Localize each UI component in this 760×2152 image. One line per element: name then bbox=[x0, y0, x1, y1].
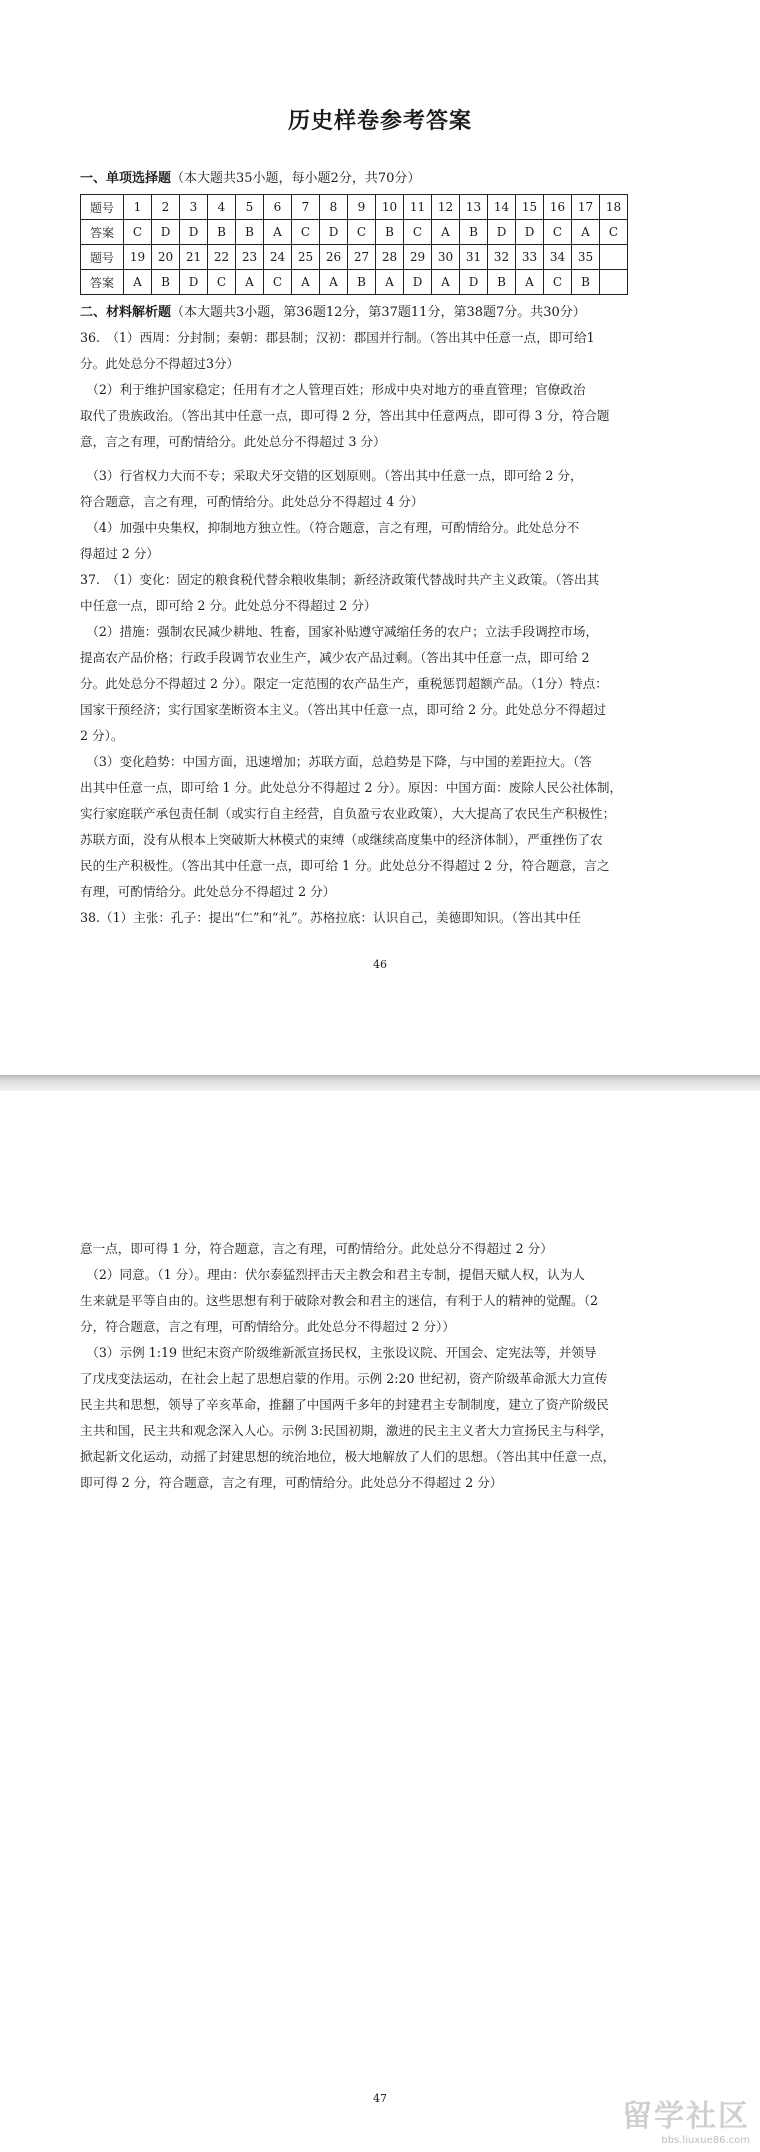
table-row-numbers bbox=[81, 195, 628, 220]
table-cell: 3 bbox=[180, 195, 208, 220]
table-cell: B bbox=[236, 220, 264, 245]
answer-line: 得超过 2 分） bbox=[80, 546, 159, 561]
table-cell: 19 bbox=[124, 245, 152, 270]
section-1-note: （本大题共35小题，每小题2分，共70分） bbox=[171, 171, 421, 186]
answer-line: 民主共和思想，领导了辛亥革命，推翻了中国两千多年的封建君主专制制度，建立了资产阶级民 bbox=[80, 1397, 609, 1412]
table-cell: 8 bbox=[320, 195, 348, 220]
table-cell: C bbox=[124, 220, 152, 245]
table-cell: B bbox=[460, 220, 488, 245]
table-cell: 32 bbox=[488, 245, 516, 270]
table-cell: B bbox=[152, 270, 180, 295]
table-cell: C bbox=[264, 270, 292, 295]
answer-line: 符合题意，言之有理，可酌情给分。此处总分不得超过 4 分） bbox=[80, 494, 424, 509]
table-cell: D bbox=[180, 270, 208, 295]
table-cell: 4 bbox=[208, 195, 236, 220]
page-number: 47 bbox=[373, 2092, 387, 2105]
table-cell: 9 bbox=[348, 195, 376, 220]
table-row-header: 题号 bbox=[81, 245, 124, 270]
table-cell: D bbox=[152, 220, 180, 245]
table-cell: B bbox=[208, 220, 236, 245]
table-cell: 21 bbox=[180, 245, 208, 270]
table-cell: 15 bbox=[516, 195, 544, 220]
table-cell: 16 bbox=[544, 195, 572, 220]
table-cell: B bbox=[488, 270, 516, 295]
table-cell: A bbox=[292, 270, 320, 295]
table-cell: A bbox=[432, 220, 460, 245]
table-cell: 23 bbox=[236, 245, 264, 270]
section-2-header bbox=[80, 304, 586, 322]
answer-line: 2 分）。 bbox=[80, 728, 124, 743]
answer-line bbox=[80, 455, 680, 463]
table-cell: C bbox=[544, 220, 572, 245]
table-cell bbox=[600, 270, 628, 295]
table-cell: A bbox=[236, 270, 264, 295]
table-cell: C bbox=[208, 270, 236, 295]
table-row-answers bbox=[81, 220, 628, 245]
answer-line: 了戊戌变法运动，在社会上起了思想启蒙的作用。示例 2:20 世纪初，资产阶级革命派大力宣传 bbox=[80, 1371, 608, 1386]
table-cell: D bbox=[516, 220, 544, 245]
table-cell: 25 bbox=[292, 245, 320, 270]
section-2-note: （本大题共3小题，第36题12分，第37题11分，第38题7分。共30分） bbox=[171, 305, 586, 320]
table-row-numbers bbox=[81, 245, 628, 270]
section-2-heading: 二、材料解析题 bbox=[80, 305, 172, 320]
table-cell: 35 bbox=[572, 245, 600, 270]
table-cell: C bbox=[404, 220, 432, 245]
answer-line: 分。此处总分不得超过 2 分）。限定一定范围的农产品生产，重税惩罚超额产品。（1分）特点： bbox=[80, 676, 608, 691]
table-cell: C bbox=[600, 220, 628, 245]
answer-line: （3）示例 1:19 世纪末资产阶级维新派宣扬民权，主张设议院、开国会、定宪法等，并领导 bbox=[80, 1345, 597, 1360]
table-cell: D bbox=[488, 220, 516, 245]
answer-line: 国家干预经济；实行国家垄断资本主义。（答出其中任意一点，即可给 2 分。此处总分不得超过 bbox=[80, 702, 607, 717]
table-cell: 33 bbox=[516, 245, 544, 270]
table-cell: C bbox=[544, 270, 572, 295]
answer-line: 意一点，即可得 1 分，符合题意，言之有理，可酌情给分。此处总分不得超过 2 分） bbox=[80, 1241, 553, 1256]
answer-line: 分。此处总分不得超过3分） bbox=[80, 356, 240, 371]
answer-line: （2）同意。（1 分）。理由：伏尔泰猛烈抨击天主教会和君主专制，提倡天赋人权，认为人 bbox=[80, 1267, 585, 1282]
answer-line: 有理，可酌情给分。此处总分不得超过 2 分） bbox=[80, 884, 336, 899]
table-row-header: 题号 bbox=[81, 195, 124, 220]
table-cell: 29 bbox=[404, 245, 432, 270]
answer-line: （2）措施：强制农民减少耕地、牲畜，国家补贴遵守减缩任务的农户；立法手段调控市场， bbox=[80, 624, 599, 639]
page-1 bbox=[0, 0, 760, 1075]
page-1-answers bbox=[80, 325, 680, 931]
table-cell bbox=[600, 245, 628, 270]
table-cell: 20 bbox=[152, 245, 180, 270]
table-cell: C bbox=[292, 220, 320, 245]
answer-line: 出其中任意一点，即可给 1 分。此处总分不得超过 2 分）。原因：中国方面：废除人民公社体制， bbox=[80, 780, 623, 795]
table-cell: 34 bbox=[544, 245, 572, 270]
table-cell: A bbox=[124, 270, 152, 295]
answer-line: 36. （1）西周：分封制；秦朝：郡县制；汉初：郡国并行制。（答出其中任意一点，即可给1 bbox=[80, 330, 595, 345]
watermark-logo bbox=[622, 2091, 750, 2146]
document-title: 历史样卷参考答案 bbox=[287, 109, 472, 134]
table-cell: 28 bbox=[376, 245, 404, 270]
table-cell: D bbox=[320, 220, 348, 245]
answer-line: 生来就是平等自由的。这些思想有利于破除对教会和君主的迷信，有利于人的精神的觉醒。（2 bbox=[80, 1293, 599, 1308]
page-number: 46 bbox=[373, 958, 387, 971]
answer-line: （2）利于维护国家稳定；任用有才之人管理百姓；形成中央对地方的垂直管理；官僚政治 bbox=[80, 382, 586, 397]
table-cell: A bbox=[264, 220, 292, 245]
table-cell: B bbox=[376, 220, 404, 245]
answer-table bbox=[80, 194, 628, 295]
table-cell: 18 bbox=[600, 195, 628, 220]
answer-line: 提高农产品价格；行政手段调节农业生产，减少农产品过剩。（答出其中任意一点，即可给 2 bbox=[80, 650, 590, 665]
section-1-heading: 一、单项选择题 bbox=[80, 171, 172, 186]
table-cell: 13 bbox=[460, 195, 488, 220]
page-separator bbox=[0, 1075, 760, 1091]
table-cell: 2 bbox=[152, 195, 180, 220]
page-2 bbox=[0, 1091, 760, 2152]
answer-line: 苏联方面，没有从根本上突破斯大林模式的束缚（或继续高度集中的经济体制），严重挫伤了农 bbox=[80, 832, 603, 847]
answer-line: 主共和国，民主共和观念深入人心。示例 3:民国初期，激进的民主主义者大力宣扬民主与科学， bbox=[80, 1423, 613, 1438]
answer-line: 意，言之有理，可酌情给分。此处总分不得超过 3 分） bbox=[80, 434, 386, 449]
answer-line: 即可得 2 分，符合题意，言之有理，可酌情给分。此处总分不得超过 2 分） bbox=[80, 1475, 503, 1490]
table-cell: 5 bbox=[236, 195, 264, 220]
answer-line: （3）行省权力大而不专；采取犬牙交错的区划原则。（答出其中任意一点，即可给 2 分， bbox=[80, 468, 583, 483]
table-cell: D bbox=[180, 220, 208, 245]
table-cell: 11 bbox=[404, 195, 432, 220]
table-cell: 1 bbox=[124, 195, 152, 220]
watermark-url: bbs.liuxue86.com bbox=[661, 2135, 750, 2146]
table-cell: 17 bbox=[572, 195, 600, 220]
table-cell: A bbox=[320, 270, 348, 295]
table-cell: C bbox=[348, 220, 376, 245]
table-cell: 30 bbox=[432, 245, 460, 270]
answer-line: （4）加强中央集权，抑制地方独立性。（符合题意，言之有理，可酌情给分。此处总分不 bbox=[80, 520, 580, 535]
table-cell: 22 bbox=[208, 245, 236, 270]
table-cell: B bbox=[348, 270, 376, 295]
table-cell: 12 bbox=[432, 195, 460, 220]
watermark-text: 留学社区 bbox=[622, 2099, 750, 2134]
table-row-header: 答案 bbox=[81, 270, 124, 295]
answer-line: 民的生产积极性。（答出其中任意一点，即可给 1 分。此处总分不得超过 2 分，符合题意，言之 bbox=[80, 858, 610, 873]
table-cell: A bbox=[572, 220, 600, 245]
section-1-header bbox=[80, 170, 420, 188]
table-cell: 31 bbox=[460, 245, 488, 270]
table-cell: 6 bbox=[264, 195, 292, 220]
table-cell: D bbox=[404, 270, 432, 295]
table-row-answers bbox=[81, 270, 628, 295]
answer-line: 掀起新文化运动，动摇了封建思想的统治地位，极大地解放了人们的思想。（答出其中任意一点， bbox=[80, 1449, 616, 1464]
page-2-answers bbox=[80, 1236, 680, 1496]
table-cell: 24 bbox=[264, 245, 292, 270]
answer-line: 37. （1）变化：固定的粮食税代替余粮收集制；新经济政策代替战时共产主义政策。（答出其 bbox=[80, 572, 600, 587]
answer-line: 分，符合题意，言之有理，可酌情给分。此处总分不得超过 2 分）） bbox=[80, 1319, 455, 1334]
table-cell: 26 bbox=[320, 245, 348, 270]
table-cell: A bbox=[376, 270, 404, 295]
table-row-header: 答案 bbox=[81, 220, 124, 245]
answer-line: 实行家庭联产承包责任制（或实行自主经营，自负盈亏农业政策），大大提高了农民生产积极性； bbox=[80, 806, 616, 821]
answer-line: 中任意一点，即可给 2 分。此处总分不得超过 2 分） bbox=[80, 598, 377, 613]
table-cell: 27 bbox=[348, 245, 376, 270]
table-cell: A bbox=[516, 270, 544, 295]
table-cell: 10 bbox=[376, 195, 404, 220]
table-cell: B bbox=[572, 270, 600, 295]
table-cell: 14 bbox=[488, 195, 516, 220]
answer-line: 38.（1）主张：孔子：提出“仁”和“礼”。苏格拉底：认识自己，美德即知识。（答出其中任 bbox=[80, 910, 581, 925]
answer-line: （3）变化趋势：中国方面，迅速增加；苏联方面，总趋势是下降，与中国的差距拉大。（答 bbox=[80, 754, 592, 769]
table-cell: 7 bbox=[292, 195, 320, 220]
table-cell: A bbox=[432, 270, 460, 295]
answer-line: 取代了贵族政治。（答出其中任意一点，即可得 2 分，答出其中任意两点，即可得 3 分，符合题 bbox=[80, 408, 610, 423]
table-cell: D bbox=[460, 270, 488, 295]
